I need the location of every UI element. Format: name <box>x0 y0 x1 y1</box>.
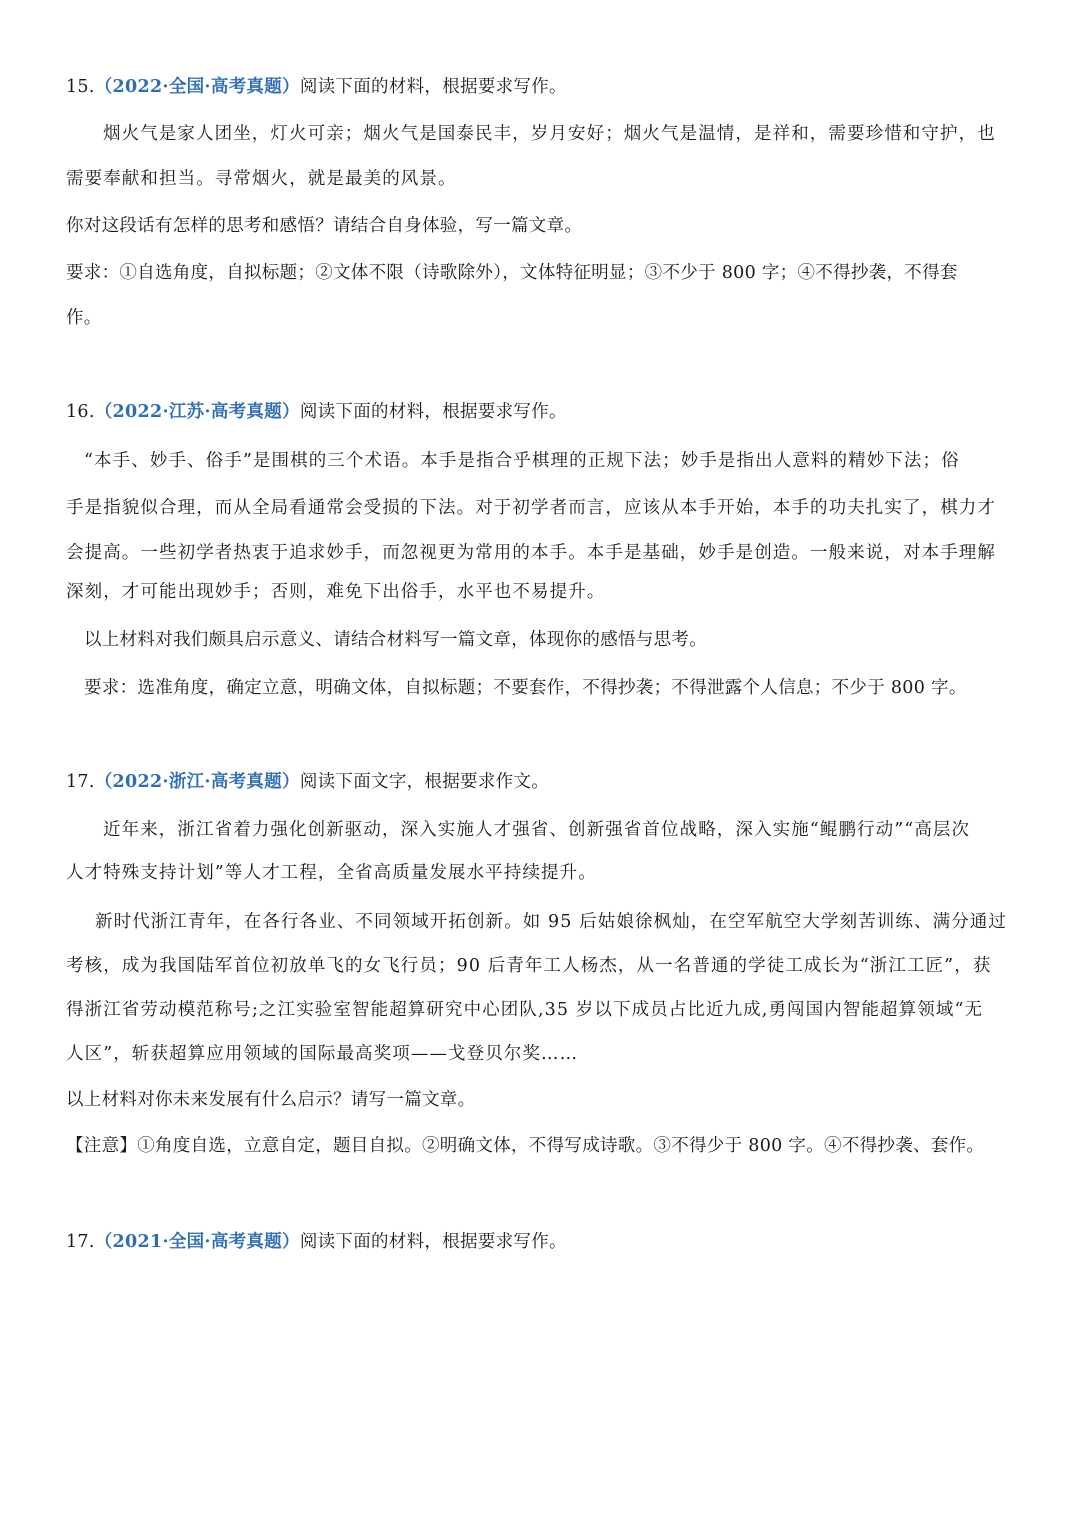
material-line: 会提高。一些初学者热衷于追求妙手，而忽视更为常用的本手。本手是基础，妙手是创造。一般来说，对本手理解 <box>66 543 996 563</box>
question-source: （2022·浙江·高考真题） <box>94 772 300 792</box>
material-line: 手是指貌似合理，而从全局看通常会受损的下法。对于初学者而言，应该从本手开始，本手的功夫扎实了，棋力才 <box>66 498 996 518</box>
material-line: “本手、妙手、俗手”是围棋的三个术语。本手是指合乎棋理的正规下法；妙手是指出人意料的精妙下法；俗 <box>84 451 960 471</box>
question-instruction: 阅读下面的材料，根据要求写作。 <box>299 1232 567 1252</box>
question-prompt: 以上材料对我们颇具启示意义、请结合材料写一篇文章，体现你的感悟与思考。 <box>84 630 707 650</box>
material-line: 深刻，才可能出现妙手；否则，难免下出俗手，水平也不易提升。 <box>66 582 606 602</box>
material-line: 得浙江省劳动模范称号;之江实验室智能超算研究中心团队,35 岁以下成员占比近九成,勇闯国内智能超算领域“无 <box>66 1000 984 1020</box>
material-line: 近年来，浙江省着力强化创新驱动，深入实施人才强省、创新强省首位战略，深入实施“鲲鹏行动”“高层次 <box>103 820 971 840</box>
question-17-header <box>66 770 549 794</box>
requirements-line: 要求：①自选角度，自拟标题；②文体不限（诗歌除外），文体特征明显；③不少于 800 字；④不得抄袭，不得套 <box>66 263 958 283</box>
material-line: 人才特殊支持计划”等人才工程，全省高质量发展水平持续提升。 <box>66 863 597 883</box>
question-prompt: 以上材料对你未来发展有什么启示？请写一篇文章。 <box>66 1090 476 1110</box>
question-16-header <box>66 400 567 424</box>
question-prompt: 你对这段话有怎样的思考和感悟？请结合自身体验，写一篇文章。 <box>66 216 583 236</box>
question-instruction: 阅读下面文字，根据要求作文。 <box>299 772 550 792</box>
material-line: 新时代浙江青年，在各行各业、不同领域开拓创新。如 95 后姑娘徐枫灿，在空军航空大学刻苦训练、满分通过 <box>95 912 1007 932</box>
question-source: （2021·全国·高考真题） <box>94 1232 300 1252</box>
material-line: 需要奉献和担当。寻常烟火，就是最美的风景。 <box>66 169 457 189</box>
question-number: 17. <box>66 772 95 792</box>
requirements-line: 要求：选准角度，确定立意，明确文体，自拟标题；不要套作，不得抄袭；不得泄露个人信息；不少于 800 字。 <box>84 678 967 698</box>
requirements-line: 作。 <box>66 308 102 328</box>
question-instruction: 阅读下面的材料，根据要求写作。 <box>299 77 567 97</box>
material-line: 考核，成为我国陆军首位初放单飞的女飞行员；90 后青年工人杨杰，从一名普通的学徒工成长为“浙江工匠”，获 <box>66 956 992 976</box>
question-number: 17. <box>66 1232 95 1252</box>
material-line: 人区”，斩获超算应用领域的国际最高奖项——戈登贝尔奖…… <box>66 1044 579 1064</box>
question-source: （2022·全国·高考真题） <box>94 77 300 97</box>
question-source: （2022·江苏·高考真题） <box>94 402 300 422</box>
material-line: 烟火气是家人团坐，灯火可亲；烟火气是国泰民丰，岁月安好；烟火气是温情，是祥和，需要珍惜和守护，也 <box>103 124 996 144</box>
question-instruction: 阅读下面的材料，根据要求写作。 <box>299 402 567 422</box>
question-number: 16. <box>66 402 95 422</box>
question-number: 15. <box>66 77 95 97</box>
question-17b-header <box>66 1230 567 1254</box>
requirements-line: 【注意】①角度自选，立意自定，题目自拟。②明确文体，不得写成诗歌。③不得少于 800 字。④不得抄袭、套作。 <box>66 1136 985 1156</box>
question-15-header <box>66 75 567 99</box>
